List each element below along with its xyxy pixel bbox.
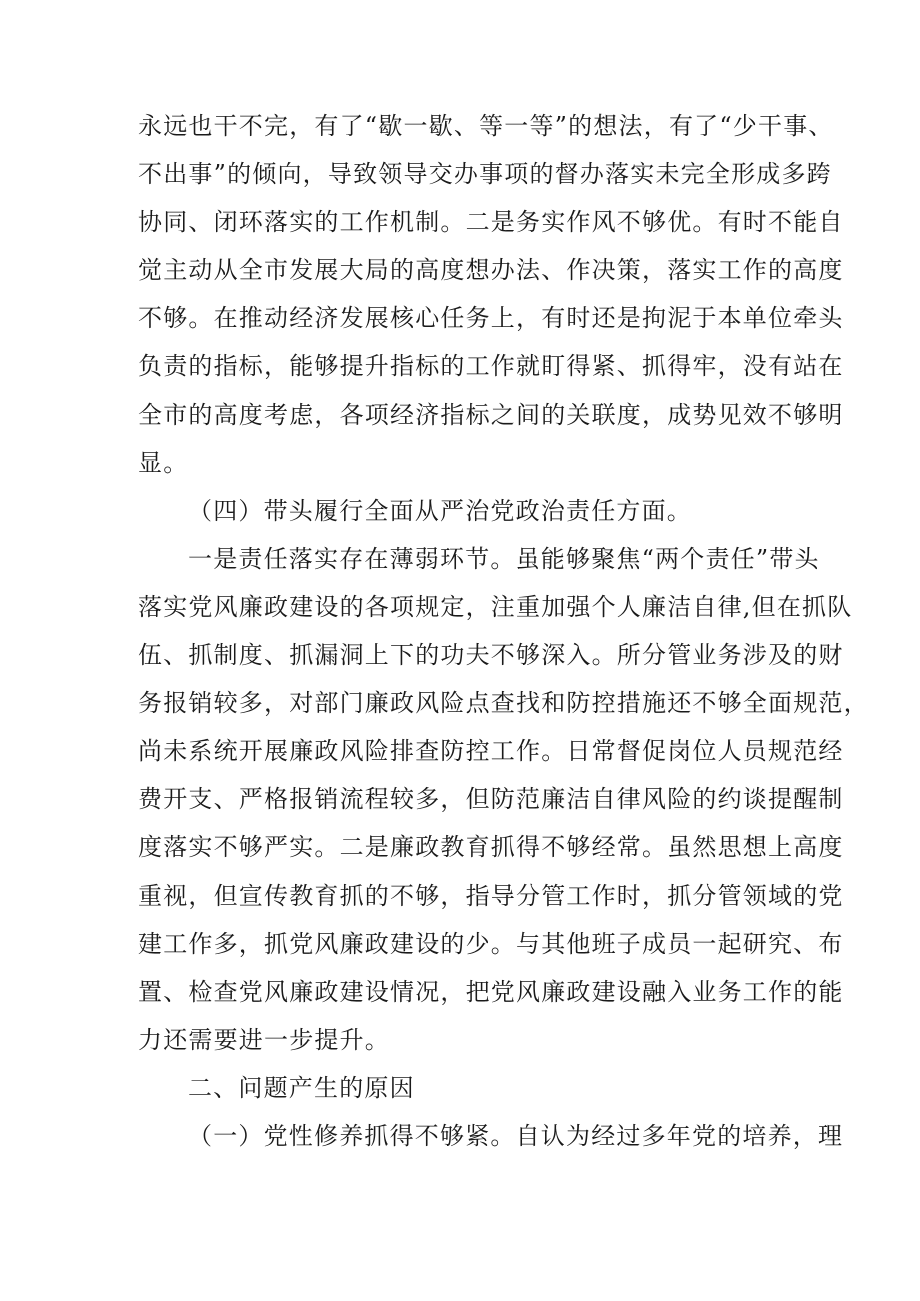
text-line: 不够。在推动经济发展核心任务上，有时还是拘泥于本单位牵头: [138, 304, 844, 333]
text-line: 负责的指标，能够提升指标的工作就盯得紧、抓得牢，没有站在: [138, 352, 844, 381]
text-line: 务报销较多，对部门廉政风险点查找和防控措施还不够全面规范，: [138, 689, 869, 718]
text-line: 置、检查党风廉政建设情况，把党风廉政建设融入业务工作的能: [138, 977, 844, 1006]
document-body: [138, 102, 869, 1160]
text-line: 永远也干不完，有了“歇一歇、等一等”的想法，有了“少干事、: [138, 112, 834, 140]
text-line: 全市的高度考虑，各项经济指标之间的关联度，成势见效不够明: [138, 400, 844, 429]
text-line: 建工作多，抓党风廉政建设的少。与其他班子成员一起研究、布: [138, 929, 844, 958]
text-line: 二、问题产生的原因: [188, 1073, 415, 1102]
text-line: 伍、抓制度、抓漏洞上下的功夫不够深入。所分管业务涉及的财: [138, 641, 844, 670]
text-line: （一）党性修养抓得不够紧。自认为经过多年党的培养，理: [188, 1121, 844, 1150]
text-line: 尚未系统开展廉政风险排查防控工作。日常督促岗位人员规范经: [138, 737, 844, 766]
text-line: 度落实不够严实。二是廉政教育抓得不够经常。虽然思想上高度: [138, 833, 844, 862]
text-line: 不出事”的倾向，导致领导交办事项的督办落实未完全形成多跨: [138, 160, 832, 189]
text-line: 一是责任落实存在薄弱环节。虽能够聚焦“两个责任”带头: [188, 544, 820, 573]
text-line: 费开支、严格报销流程较多，但防范廉洁自律风险的约谈提醒制: [138, 785, 844, 814]
text-line: （四）带头履行全面从严治党政治责任方面。: [188, 496, 692, 525]
text-line: 觉主动从全市发展大局的高度想办法、作决策，落实工作的高度: [138, 256, 844, 285]
text-line: 协同、闭环落实的工作机制。二是务实作风不够优。有时不能自: [138, 208, 844, 237]
text-line: 显。: [138, 448, 189, 477]
text-line: 落实党风廉政建设的各项规定，注重加强个人廉洁自律,但在抓队: [138, 592, 853, 621]
text-line: 力还需要进一步提升。: [138, 1025, 390, 1054]
text-line: 重视，但宣传教育抓的不够，指导分管工作时，抓分管领域的党: [138, 881, 844, 910]
